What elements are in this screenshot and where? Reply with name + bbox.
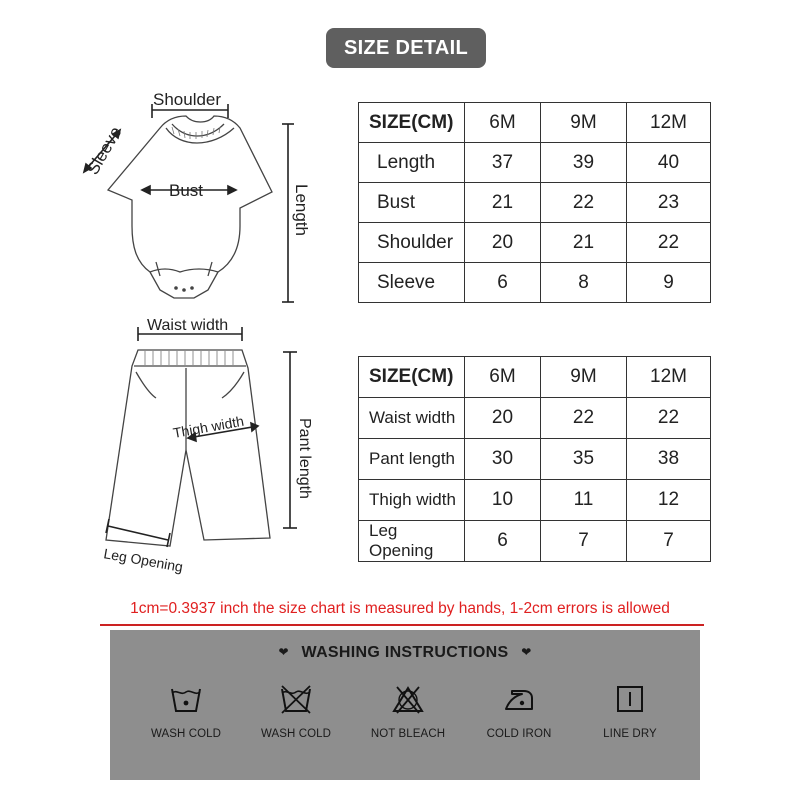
label-length: Length	[292, 184, 311, 236]
table-cell: 22	[627, 223, 711, 263]
table-cell: 12	[627, 480, 711, 521]
cold-iron-icon	[502, 684, 536, 714]
care-item-line-dry	[580, 684, 680, 740]
page-title: SIZE DETAIL	[326, 28, 486, 68]
bodysuit-outline	[108, 116, 272, 298]
header-cell: 6M	[465, 103, 541, 143]
table-cell: 40	[627, 143, 711, 183]
note-underline	[100, 624, 704, 626]
header-cell: 9M	[541, 357, 627, 398]
do-not-bleach-icon	[391, 684, 425, 714]
label-sleeve: Sleeve	[83, 123, 126, 178]
table-header-row	[359, 103, 711, 143]
do-not-wash-icon	[279, 684, 313, 714]
row-label: Pant length	[359, 439, 465, 480]
care-item-wash-cold	[136, 684, 236, 740]
table-cell: 11	[541, 480, 627, 521]
pants-outline	[106, 350, 270, 546]
table-row	[359, 480, 711, 521]
row-label: Shoulder	[359, 223, 465, 263]
care-label: NOT BLEACH	[370, 728, 446, 740]
label-shoulder: Shoulder	[153, 90, 222, 109]
header-cell: 12M	[627, 103, 711, 143]
washing-panel	[110, 630, 700, 780]
table-cell: 9	[627, 263, 711, 303]
table-cell: 37	[465, 143, 541, 183]
care-label: COLD IRON	[486, 728, 552, 740]
heart-icon: ❤	[278, 645, 289, 659]
table-cell: 7	[627, 521, 711, 562]
table-cell: 20	[465, 223, 541, 263]
table-cell: 6	[465, 263, 541, 303]
label-waist-width: Waist width	[147, 317, 229, 334]
heart-icon: ❤	[521, 645, 532, 659]
table-cell: 22	[541, 183, 627, 223]
table-cell: 23	[627, 183, 711, 223]
table-cell: 6	[465, 521, 541, 562]
top-size-table	[358, 102, 711, 303]
care-item-do-not-wash	[246, 684, 346, 740]
label-bust: Bust	[169, 181, 204, 200]
table-row	[359, 223, 711, 263]
measurement-note: 1cm=0.3937 inch the size chart is measured by hands, 1-2cm errors is allowed	[130, 600, 670, 617]
care-label: WASH COLD	[150, 728, 222, 740]
table-cell: 22	[541, 398, 627, 439]
row-label: Bust	[359, 183, 465, 223]
table-cell: 21	[541, 223, 627, 263]
label-pant-length: Pant length	[296, 418, 313, 499]
header-cell: SIZE(CM)	[359, 103, 465, 143]
table-cell: 38	[627, 439, 711, 480]
header-cell: 9M	[541, 103, 627, 143]
table-row	[359, 143, 711, 183]
washing-title-text: WASHING INSTRUCTIONS	[301, 644, 509, 661]
wash-cold-icon	[169, 684, 203, 714]
header-cell: 12M	[627, 357, 711, 398]
label-leg-opening: Leg Opening	[102, 545, 185, 575]
table-cell: 8	[541, 263, 627, 303]
table-row	[359, 263, 711, 303]
table-cell: 20	[465, 398, 541, 439]
table-row	[359, 521, 711, 562]
care-item-cold-iron	[469, 684, 569, 740]
table-cell: 39	[541, 143, 627, 183]
table-cell: 10	[465, 480, 541, 521]
row-label: Leg Opening	[359, 521, 465, 562]
washing-title	[110, 644, 700, 662]
bottom-size-table	[358, 356, 711, 562]
table-cell: 22	[627, 398, 711, 439]
row-label: Length	[359, 143, 465, 183]
table-cell: 35	[541, 439, 627, 480]
table-cell: 7	[541, 521, 627, 562]
table-cell: 21	[465, 183, 541, 223]
header-cell: SIZE(CM)	[359, 357, 465, 398]
row-label: Sleeve	[359, 263, 465, 303]
row-label: Waist width	[359, 398, 465, 439]
table-row	[359, 439, 711, 480]
table-header-row	[359, 357, 711, 398]
row-label: Thigh width	[359, 480, 465, 521]
table-row	[359, 398, 711, 439]
care-label: WASH COLD	[260, 728, 332, 740]
header-cell: 6M	[465, 357, 541, 398]
table-row	[359, 183, 711, 223]
care-item-not-bleach	[358, 684, 458, 740]
care-label: LINE DRY	[603, 728, 657, 740]
bodysuit-snaps	[174, 286, 194, 292]
label-thigh-width: Thigh width	[171, 412, 246, 441]
table-cell: 30	[465, 439, 541, 480]
line-dry-icon	[613, 684, 647, 714]
